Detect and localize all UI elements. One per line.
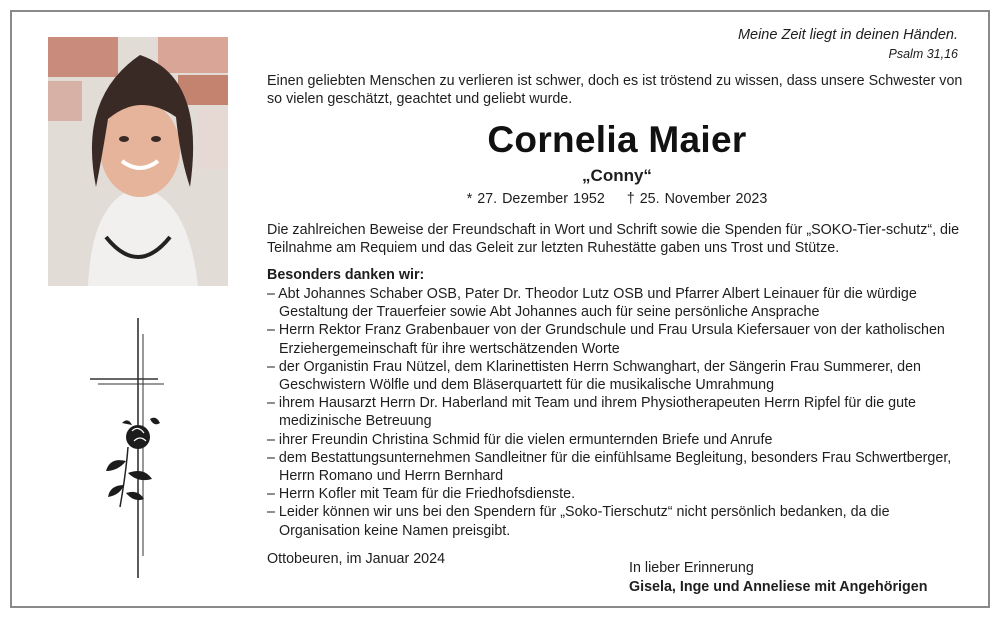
portrait-photo <box>48 37 228 286</box>
list-item: – Herrn Kofler mit Team für die Friedhofsdienste. <box>267 486 576 503</box>
thanks-heading: Besonders danken wir: <box>267 267 425 283</box>
intro-text: Einen geliebten Menschen zu verlieren ist schwer, doch es ist tröstend zu wissen, dass unsere Schwester von so vielen geschätzt, geachtet und geliebt wurde. <box>267 73 963 108</box>
rose-icon <box>104 413 166 514</box>
list-item: – der Organistin Frau Nützel, dem Klarinettisten Herrn Schwanghart, der Sängerin Frau Summerer, den Geschwistern Wölfle und dem Bläserquartett für die musikalische Umrahmung <box>267 358 921 394</box>
closing-memory: In lieber Erinnerung <box>629 560 754 576</box>
list-item: – ihrem Hausarzt Herrn Dr. Haberland mit Team und ihrem Physiotherapeuten Herrn Ripfel für die gute medizinische Betreuung <box>267 395 916 430</box>
birth-date: * 27. Dezember 1952 <box>466 191 605 207</box>
list-item: – Herrn Rektor Franz Grabenbauer von der Grundschule und Frau Ursula Kiefersauer von der katholischen Erziehergemeinschaft für ihre wertschätzenden Worte <box>267 322 945 357</box>
psalm-quote <box>738 26 958 64</box>
closing-signers: Gisela, Inge und Anneliese mit Angehörigen <box>629 579 928 595</box>
quote-source: Psalm 31,16 <box>888 47 958 61</box>
list-item: – dem Bestattungsunternehmen Sandleitner für die einfühlsame Begleitung, besonders Frau Schwertberger, Herrn Romano und Herrn Bernhard <box>267 449 952 485</box>
quote-text: Meine Zeit liegt in deinen Händen. <box>737 27 958 43</box>
death-date: † 25. November 2023 <box>626 191 768 207</box>
thanks-text: Die zahlreichen Beweise der Freundschaft in Wort und Schrift sowie die Spenden für „SOKO-Tier-schutz“, die Teilnahme am Requiem und das Geleit zur letzten Ruhestätte gaben uns Trost und Stütze. <box>267 222 960 257</box>
thanks-list <box>267 285 967 540</box>
list-item: – Leider können wir uns bei den Spendern für „Soko-Tierschutz“ nicht persönlich bedanken, da die Organisation keine Namen preisgibt. <box>267 504 890 539</box>
deceased-nickname: „Conny“ <box>582 166 652 185</box>
place-date: Ottobeuren, im Januar 2024 <box>267 551 446 567</box>
deceased-name: Cornelia Maier <box>487 119 747 160</box>
list-item: – ihrer Freundin Christina Schmid für die vielen ermunternden Briefe und Anrufe <box>267 431 773 448</box>
list-item: – Abt Johannes Schaber OSB, Pater Dr. Theodor Lutz OSB und Pfarrer Albert Leinauer für die würdige Gestaltung der Trauerfeier sowie Abt Johannes auch für seine persönliche Ansprache <box>267 286 917 321</box>
life-dates <box>267 191 967 207</box>
